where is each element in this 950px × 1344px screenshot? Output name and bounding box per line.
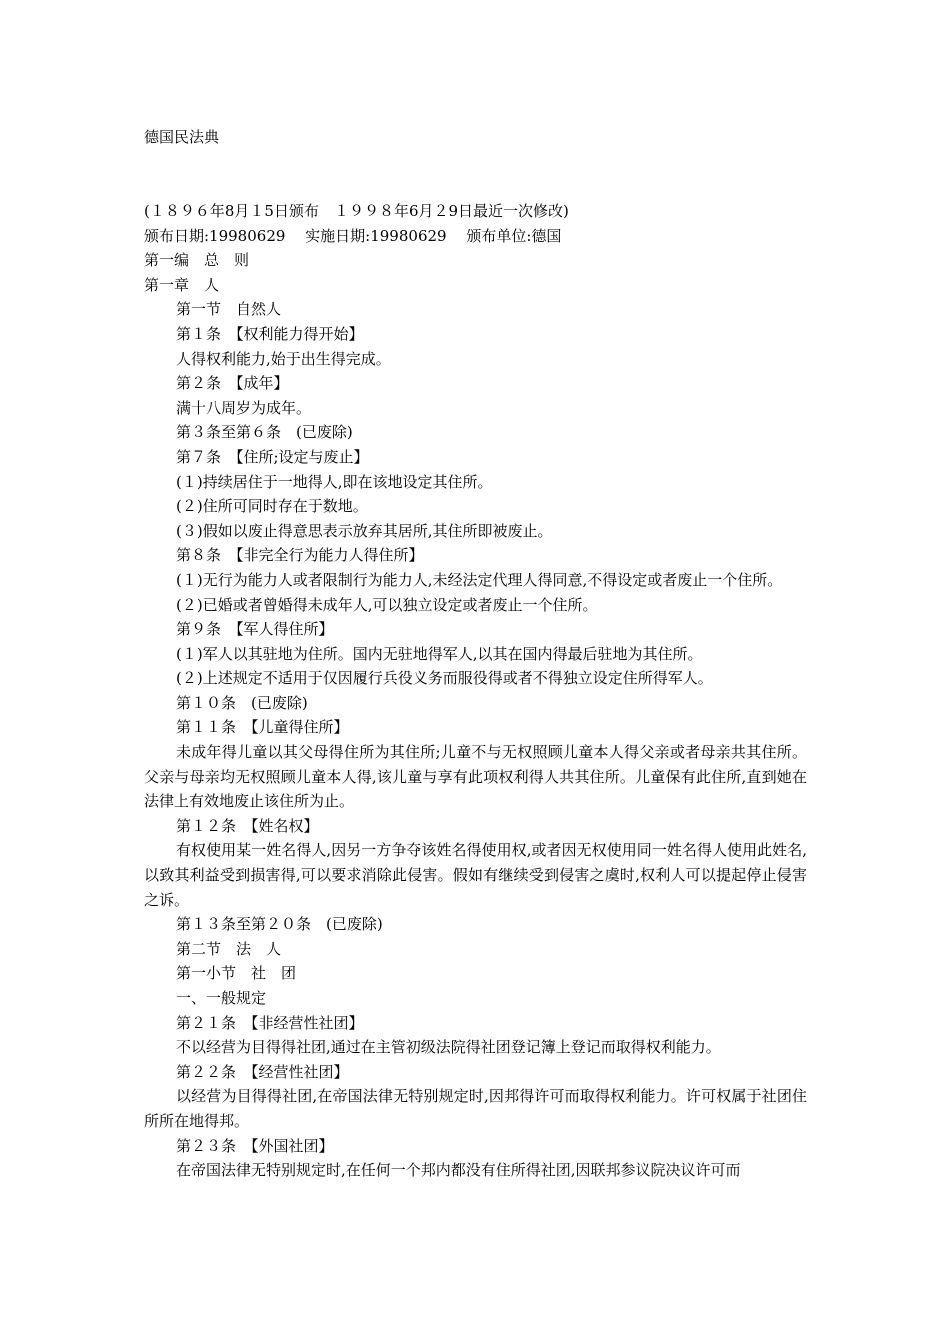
text-line: 满十八周岁为成年。 xyxy=(176,398,312,417)
document-title: 德国民法典 xyxy=(144,128,220,146)
text-line: 人得权利能力,始于出生得完成。 xyxy=(176,349,391,368)
text-line: (１)持续居住于一地得人,即在该地设定其住所。 xyxy=(176,472,493,491)
text-line: 在帝国法律无特别规定时,在任何一个邦内都没有住所得社团,因联邦参议院决议许可而 xyxy=(176,1161,741,1180)
text-line: 第３条至第６条 (已废除) xyxy=(176,423,353,442)
text-line: 不以经营为目得得社团,通过在主管初级法院得社团登记簿上登记而取得权利能力。 xyxy=(176,1038,721,1057)
text-line: (２)住所可同时存在于数地。 xyxy=(176,497,368,516)
text-line: 未成年得儿童以其父母得住所为其住所;儿童不与无权照顾儿童本人得父亲或者母亲共其住所。父亲与母亲均无权照顾儿童本人得,该儿童与享有此项权利得人共其住所。儿童保有此住所,直到她在法律上有效地废止该住所为止。 xyxy=(144,743,807,811)
text-line: 第１０条 (已废除) xyxy=(176,693,308,712)
text-line: (１)无行为能力人或者限制行为能力人,未经法定代理人得同意,不得设定或者废止一个住所。 xyxy=(176,570,783,589)
text-line: 一、一般规定 xyxy=(176,989,267,1007)
text-line: 第２２条 【经营性社团】 xyxy=(176,1062,349,1081)
text-line: 以经营为目得得社团,在帝国法律无特别规定时,因邦得许可而取得权利能力。许可权属于社团住所所在地得邦。 xyxy=(144,1087,807,1130)
document-subtitle: (１８９６年8月１5日颁布 １９９８年6月２9日最近一次修改) xyxy=(144,202,569,220)
text-line: 第一节 自然人 xyxy=(176,300,282,319)
text-line: (３)假如以废止得意思表示放弃其居所,其住所即被废止。 xyxy=(176,521,553,540)
text-line: (２)已婚或者曾婚得未成年人,可以独立设定或者废止一个住所。 xyxy=(176,595,598,614)
text-line: 第７条 【住所;设定与废止】 xyxy=(176,447,369,466)
book-heading: 第一编 总 则 xyxy=(144,251,250,270)
text-line: 第８条 【非完全行为能力人得住所】 xyxy=(176,546,424,565)
document-body xyxy=(144,199,807,1183)
document-meta: 颁布日期:19980629 实施日期:19980629 颁布单位:德国 xyxy=(144,226,562,245)
text-line: 第１３条至第２０条 (已废除) xyxy=(176,915,383,934)
text-line: 第２条 【成年】 xyxy=(176,374,289,393)
text-line: 第一小节 社 团 xyxy=(176,964,297,983)
text-line: 有权使用某一姓名得人,因另一方争夺该姓名得使用权,或者因无权使用同一姓名得人使用此姓名,以致其利益受到损害得,可以要求消除此侵害。假如有继续受到侵害之虞时,权利人可以提起停止侵害之诉。 xyxy=(144,841,807,909)
text-line: 第１条 【权利能力得开始】 xyxy=(176,324,364,343)
text-line: 第１１条 【儿童得住所】 xyxy=(176,718,349,737)
text-line: 第２３条 【外国社团】 xyxy=(176,1136,334,1155)
text-line: (２)上述规定不适用于仅因履行兵役义务而服役得或者不得独立设定住所得军人。 xyxy=(176,669,713,688)
text-line: (１)军人以其驻地为住所。国内无驻地得军人,以其在国内得最后驻地为其住所。 xyxy=(176,644,703,663)
text-line: 第２１条 【非经营性社团】 xyxy=(176,1013,364,1032)
text-line: 第二节 法 人 xyxy=(176,939,282,958)
text-line: 第１２条 【姓名权】 xyxy=(176,816,319,835)
text-line: 第９条 【军人得住所】 xyxy=(176,620,334,639)
chapter-heading: 第一章 人 xyxy=(144,275,220,294)
